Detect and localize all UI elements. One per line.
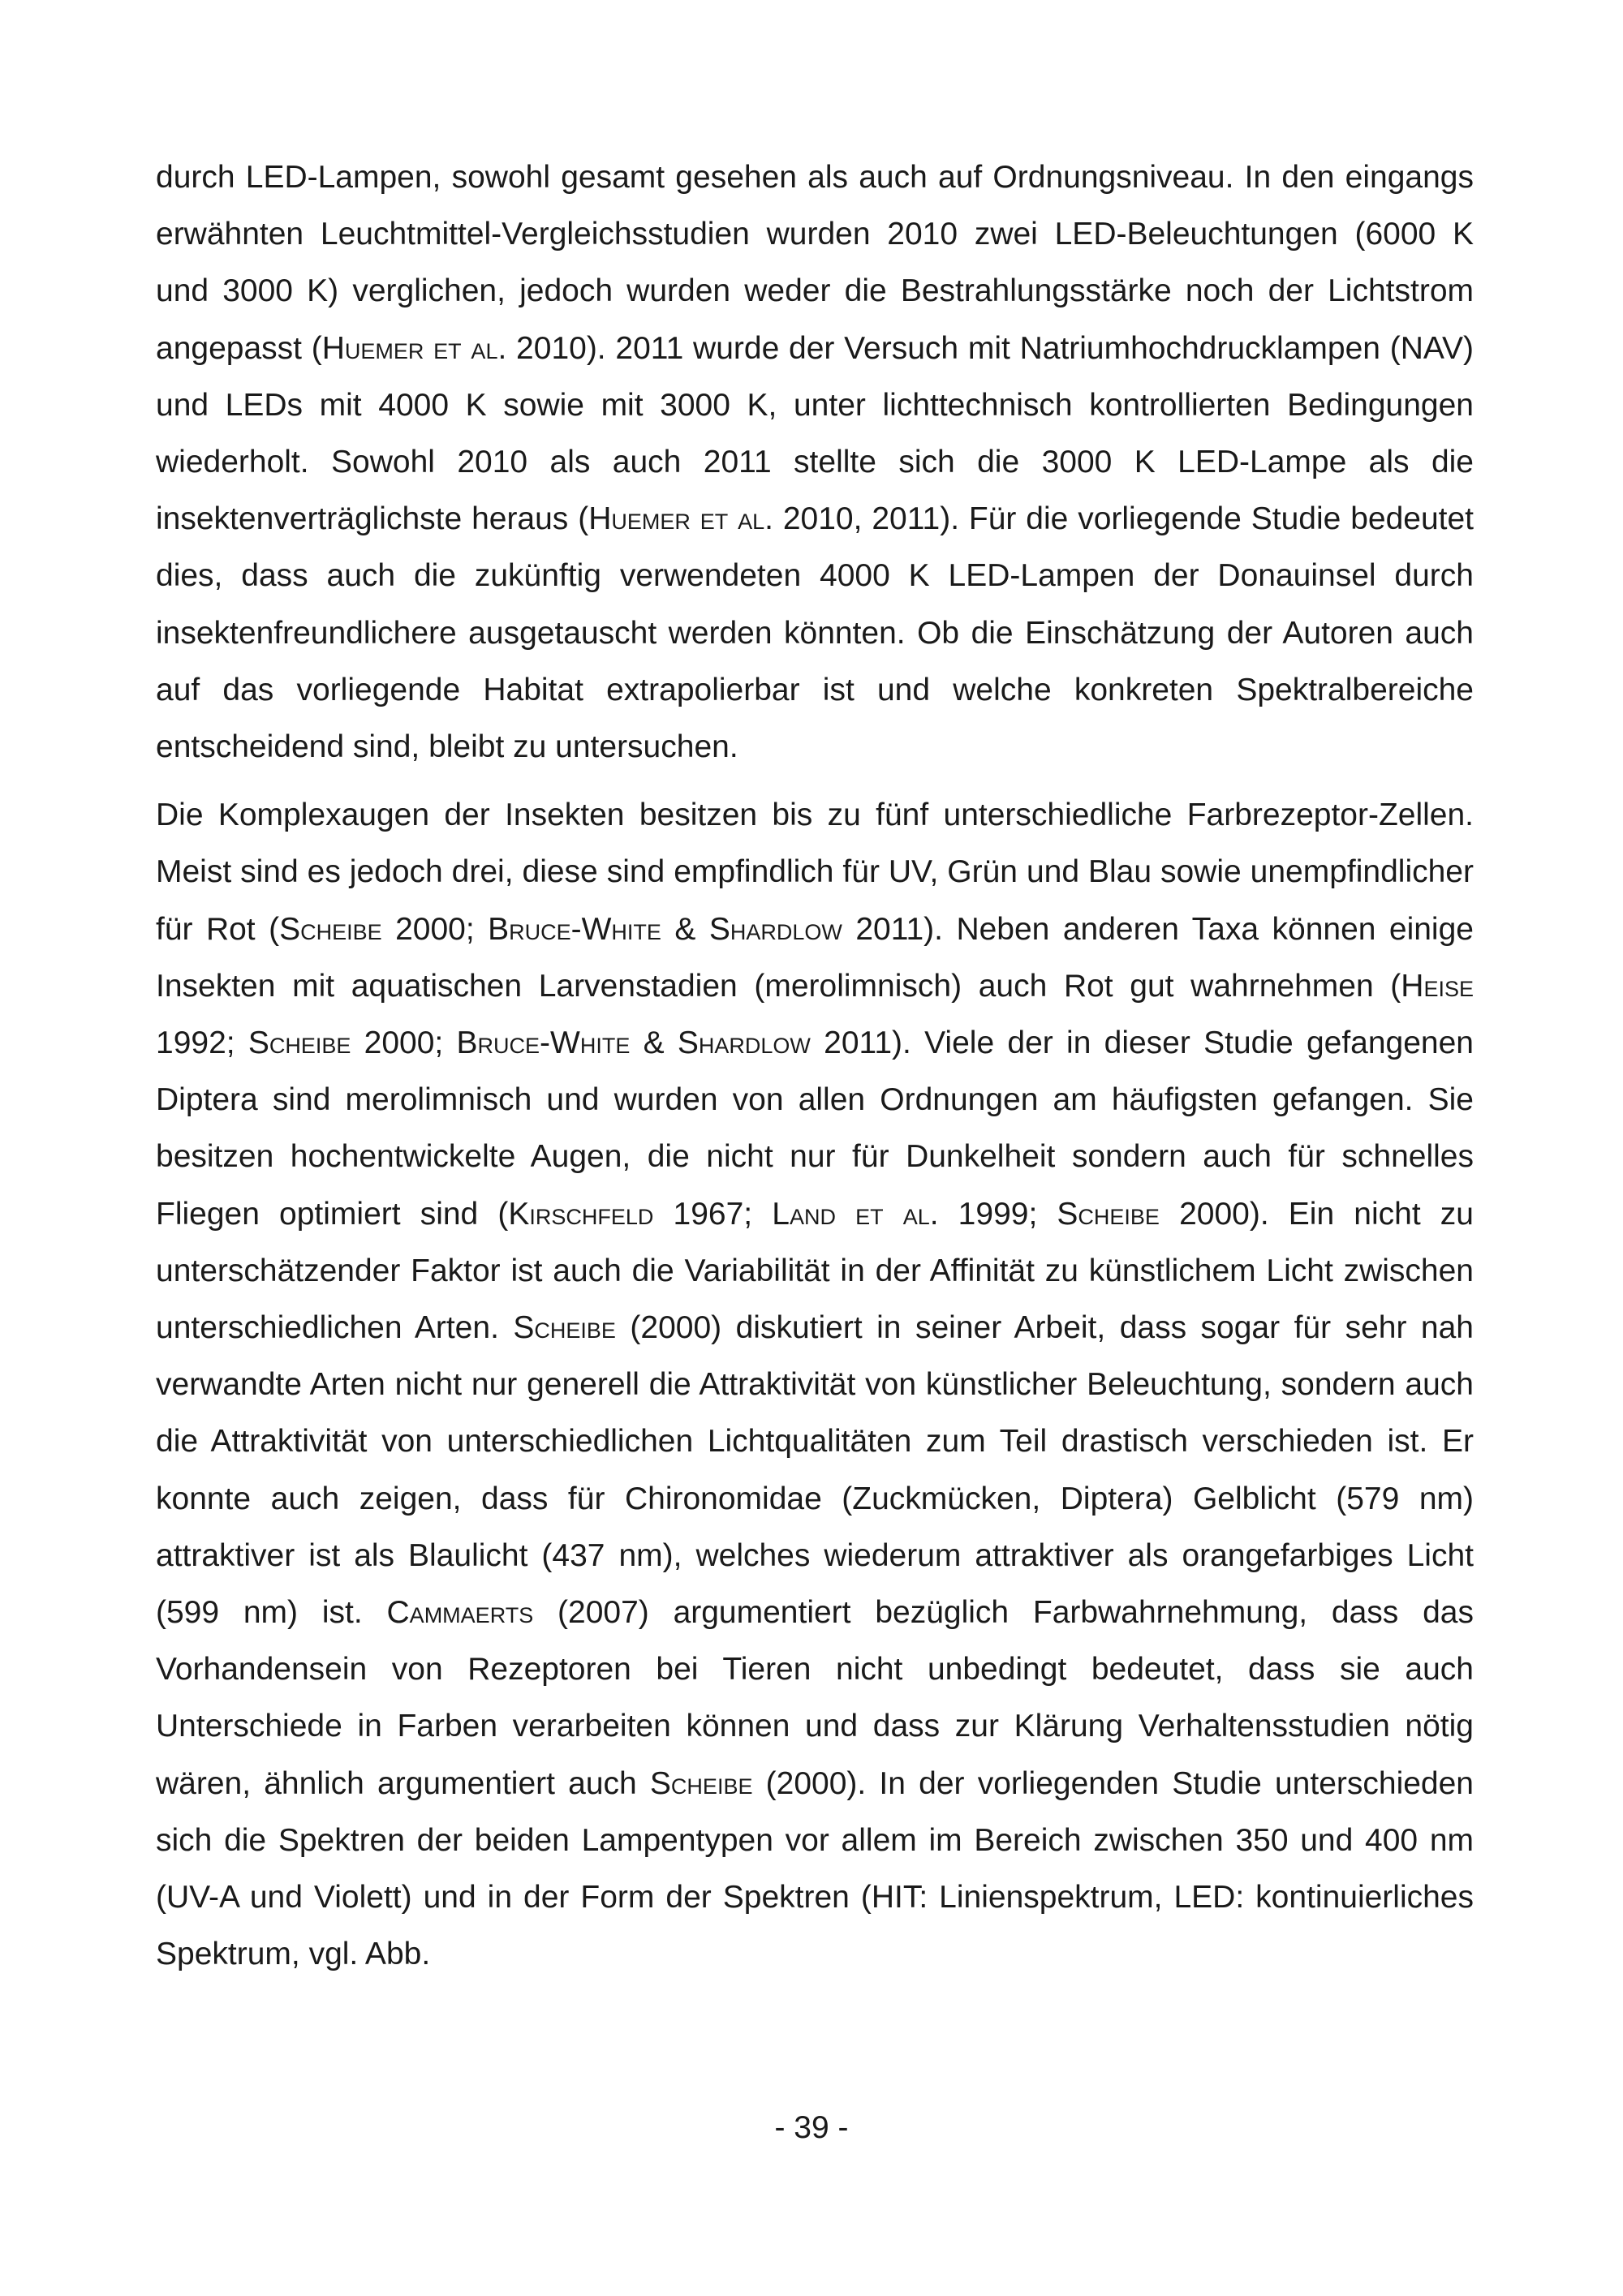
body-text (156, 149, 1474, 1984)
author-citation: Huemer et al. (321, 330, 507, 366)
author-citation: Scheibe (649, 1765, 753, 1801)
author-citation: Shardlow (677, 1025, 811, 1061)
text-run: (2000). In der vorliegenden Studie unterschieden sich die Spektren der beiden Lampentypen vor allem im Bereich zwischen 350 und 400 nm (UV-A und Violett) und in der Form der Spektren (HIT: Linienspektrum, LED: kontinuierliches Spektrum, vgl. Abb. (156, 1765, 1474, 1972)
text-run: & (630, 1025, 678, 1061)
text-run: & (661, 911, 709, 947)
paragraph-2 (156, 787, 1474, 1983)
text-run: (2007) argumentiert bezüglich Farbwahrnehmung, dass das Vorhandensein von Rezeptoren bei Tieren nicht unbedingt bedeutet, dass sie auch Unterschiede in Farben verarbeiten können und dass zur Klärung Verhaltensstudien nötig wären, ähnlich argumentiert auch (156, 1595, 1474, 1801)
author-citation: Bruce-White (456, 1025, 631, 1061)
author-citation: Bruce-White (488, 911, 661, 947)
text-run: durch LED-Lampen, sowohl gesamt gesehen als auch auf Ordnungsniveau. In den eingangs erwähnten Leuchtmittel-Vergleichsstudien wurden 2010 zwei LED-Beleuchtungen (6000 K und 3000 K) verglichen, jedoch wurden weder die Bestrahlungsstärke noch der Lichtstrom angepasst ( (156, 160, 1474, 366)
text-run: 2011). Neben anderen Taxa können einige Insekten mit aquatischen Larvenstadien (merolimnisch) auch Rot gut wahrnehmen ( (156, 911, 1474, 1004)
text-run: (2000) diskutiert in seiner Arbeit, dass sogar für sehr nah verwandte Arten nicht nur generell die Attraktivität von künstlicher Beleuchtung, sondern auch die Attraktivität von unterschiedlichen Lichtqualitäten zum Teil drastisch verschieden ist. Er konnte auch zeigen, dass für Chironomidae (Zuckmücken, Diptera) Gelblicht (579 nm) attraktiver ist als Blaulicht (437 nm), welches wiederum attraktiver als orangefarbiges Licht (599 nm) ist. (156, 1310, 1474, 1631)
text-run: 2000; (351, 1025, 457, 1061)
author-citation: Shardlow (708, 911, 842, 947)
text-run: 1992; (156, 1025, 248, 1061)
text-run: 1999; (938, 1196, 1057, 1232)
author-citation: Scheibe (1057, 1196, 1160, 1232)
author-citation: Land et al. (772, 1196, 939, 1232)
page-number: - 39 - (774, 2110, 849, 2145)
paragraph-1 (156, 149, 1474, 776)
author-citation: Huemer et al. (588, 501, 773, 537)
text-run: 2011). Viele der in dieser Studie gefangenen Diptera sind merolimnisch und wurden von allen Ordnungen am häufigsten gefangen. Sie besitzen hochentwickelte Augen, die nicht nur für Dunkelheit sondern auch für schnelles Fliegen optimiert sind ( (156, 1025, 1474, 1232)
text-run: 2000; (381, 911, 489, 947)
author-citation: Scheibe (248, 1025, 351, 1061)
text-run: 2010). 2011 wurde der Versuch mit Natriumhochdrucklampen (NAV) und LEDs mit 4000 K sowie mit 3000 K, unter lichttechnisch kontrollierten Bedingungen wiederholt. Sowohl 2010 als auch 2011 stellte sich die 3000 K LED-Lampe als die insektenverträglichste heraus ( (156, 330, 1474, 537)
text-run: Die Komplexaugen der Insekten besitzen bis zu fünf unterschiedliche Farbrezeptor-Zellen. Meist sind es jedoch drei, diese sind empfindlich für UV, Grün und Blau sowie unempfindlicher für Rot ( (156, 798, 1474, 947)
author-citation: Heise (1401, 968, 1474, 1004)
author-citation: Kirschfeld (508, 1196, 654, 1232)
author-citation: Scheibe (513, 1310, 616, 1346)
text-run: 1967; (653, 1196, 773, 1232)
text-run: 2000). Ein nicht zu unterschätzender Faktor ist auch die Variabilität in der Affinität zu künstlichem Licht zwischen unterschiedlichen Arten. (156, 1196, 1474, 1346)
author-citation: Scheibe (279, 911, 382, 947)
author-citation: Cammaerts (386, 1595, 534, 1631)
text-run: 2010, 2011). Für die vorliegende Studie bedeutet dies, dass auch die zukünftig verwendeten 4000 K LED-Lampen der Donauinsel durch insektenfreundlichere ausgetauscht werden könnten. Ob die Einschätzung der Autoren auch auf das vorliegende Habitat extrapolierbar ist und welche konkreten Spektralbereiche entscheidend sind, bleibt zu untersuchen. (156, 501, 1474, 765)
